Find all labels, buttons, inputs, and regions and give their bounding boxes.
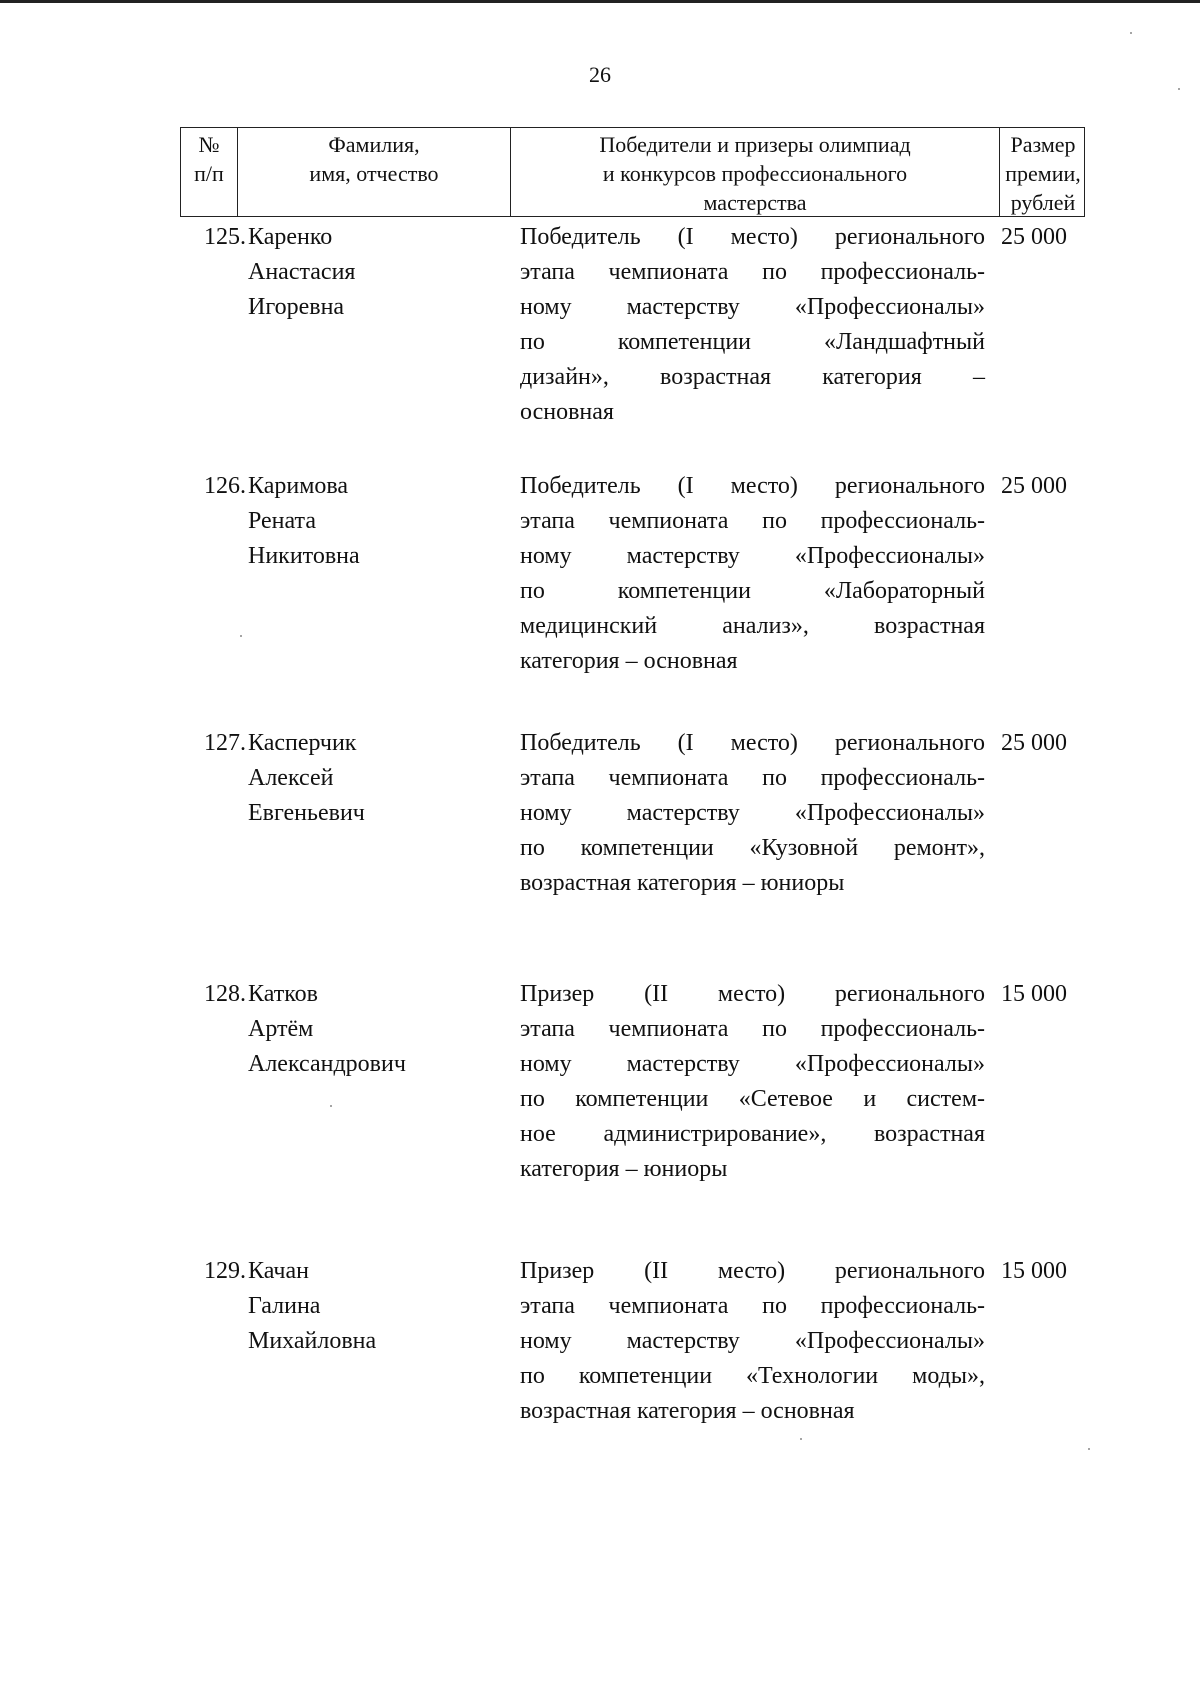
person-name bbox=[246, 977, 518, 1082]
scan-speck bbox=[1130, 32, 1132, 34]
description-line: по компетенции «Технологии моды», bbox=[520, 1363, 985, 1389]
first-name: Галина bbox=[248, 1293, 321, 1319]
prize-amount: 15 000 bbox=[1001, 981, 1067, 1007]
surname: Качан bbox=[248, 1258, 309, 1284]
row-number: 126. bbox=[204, 473, 246, 499]
description-line: по компетенции «Сетевое и систем- bbox=[520, 1086, 985, 1112]
header-col-amount bbox=[1000, 128, 1086, 216]
description-line: Призер (II место) регионального bbox=[520, 1258, 985, 1284]
description-line: ному мастерству «Профессионалы» bbox=[520, 1328, 985, 1354]
patronymic: Никитовна bbox=[248, 543, 360, 569]
person-name bbox=[246, 726, 518, 831]
first-name: Рената bbox=[248, 508, 316, 534]
scan-speck bbox=[330, 1105, 332, 1107]
description-line: Победитель (I место) регионального bbox=[520, 730, 985, 756]
page-number: 26 bbox=[589, 62, 611, 87]
scan-speck bbox=[1178, 88, 1180, 90]
achievement-description bbox=[520, 1254, 985, 1429]
prize-amount: 15 000 bbox=[1001, 1258, 1067, 1284]
description-line: Победитель (I место) регионального bbox=[520, 473, 985, 499]
scan-speck bbox=[1088, 1448, 1090, 1450]
description-line: дизайн», возрастная категория – bbox=[520, 364, 985, 390]
description-line: ному мастерству «Профессионалы» bbox=[520, 543, 985, 569]
header-name-line1: Фамилия, bbox=[328, 132, 420, 157]
description-line: по компетенции «Лабораторный bbox=[520, 578, 985, 604]
row-number: 127. bbox=[204, 730, 246, 756]
row-number: 129. bbox=[204, 1258, 246, 1284]
surname: Каренко bbox=[248, 224, 333, 250]
surname: Катков bbox=[248, 981, 318, 1007]
first-name: Анастасия bbox=[248, 259, 356, 285]
description-line: ному мастерству «Профессионалы» bbox=[520, 1051, 985, 1077]
description-line: возрастная категория – основная bbox=[520, 1398, 855, 1424]
header-amount-line2: премии, bbox=[1005, 161, 1081, 186]
header-number-line2: п/п bbox=[194, 161, 224, 186]
header-name-line2: имя, отчество bbox=[309, 161, 439, 186]
description-line: Победитель (I место) регионального bbox=[520, 224, 985, 250]
description-line: по компетенции «Ландшафтный bbox=[520, 329, 985, 355]
scan-top-edge bbox=[0, 0, 1200, 3]
description-line: этапа чемпионата по профессиональ- bbox=[520, 508, 985, 534]
prize-amount: 25 000 bbox=[1001, 473, 1067, 499]
achievement-description bbox=[520, 977, 985, 1187]
first-name: Алексей bbox=[248, 765, 334, 791]
description-line: этапа чемпионата по профессиональ- bbox=[520, 1016, 985, 1042]
prize-amount: 25 000 bbox=[1001, 730, 1067, 756]
first-name: Артём bbox=[248, 1016, 314, 1042]
description-line: категория – юниоры bbox=[520, 1156, 728, 1182]
surname: Касперчик bbox=[248, 730, 357, 756]
description-line: этапа чемпионата по профессиональ- bbox=[520, 765, 985, 791]
achievement-description bbox=[520, 469, 985, 679]
surname: Каримова bbox=[248, 473, 349, 499]
header-col-achievement bbox=[511, 128, 1000, 216]
header-amount-line3: рублей bbox=[1010, 190, 1076, 215]
table-header bbox=[180, 127, 1085, 217]
scan-speck bbox=[240, 635, 242, 637]
achievement-description bbox=[520, 220, 985, 430]
description-line: по компетенции «Кузовной ремонт», bbox=[520, 835, 985, 861]
patronymic: Евгеньевич bbox=[248, 800, 365, 826]
description-line: категория – основная bbox=[520, 648, 738, 674]
description-line: ному мастерству «Профессионалы» bbox=[520, 294, 985, 320]
scan-speck bbox=[800, 1438, 802, 1440]
person-name bbox=[246, 1254, 518, 1359]
person-name bbox=[246, 220, 518, 325]
description-line: ное администрирование», возрастная bbox=[520, 1121, 985, 1147]
header-col-name bbox=[238, 128, 511, 216]
row-number: 125. bbox=[204, 224, 246, 250]
row-number: 128. bbox=[204, 981, 246, 1007]
header-achievement-line3: мастерства bbox=[703, 190, 807, 215]
description-line: основная bbox=[520, 399, 614, 425]
description-line: Призер (II место) регионального bbox=[520, 981, 985, 1007]
header-number-line1: № bbox=[198, 132, 220, 157]
prize-amount: 25 000 bbox=[1001, 224, 1067, 250]
description-line: этапа чемпионата по профессиональ- bbox=[520, 259, 985, 285]
description-line: возрастная категория – юниоры bbox=[520, 870, 845, 896]
description-line: ному мастерству «Профессионалы» bbox=[520, 800, 985, 826]
header-amount-line1: Размер bbox=[1010, 132, 1076, 157]
person-name bbox=[246, 469, 518, 574]
header-achievement-line1: Победители и призеры олимпиад bbox=[599, 132, 911, 157]
header-col-number bbox=[181, 128, 238, 216]
description-line: медицинский анализ», возрастная bbox=[520, 613, 985, 639]
achievement-description bbox=[520, 726, 985, 901]
patronymic: Александрович bbox=[248, 1051, 406, 1077]
header-achievement-line2: и конкурсов профессионального bbox=[602, 161, 908, 186]
patronymic: Михайловна bbox=[248, 1328, 377, 1354]
description-line: этапа чемпионата по профессиональ- bbox=[520, 1293, 985, 1319]
patronymic: Игоревна bbox=[248, 294, 345, 320]
